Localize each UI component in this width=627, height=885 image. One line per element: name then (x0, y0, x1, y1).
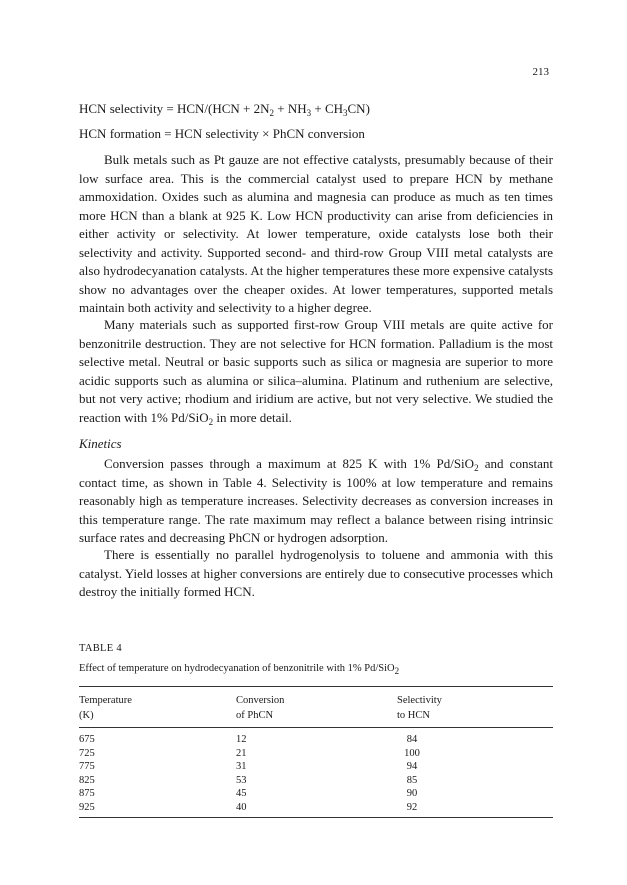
table-row (79, 734, 553, 748)
paragraph-text (79, 316, 553, 427)
table-body (79, 734, 553, 815)
table-row (79, 761, 553, 775)
formula-1-part: HCN selectivity = HCN/(HCN + 2N (79, 101, 270, 116)
hcn-formation-formula: HCN formation = HCN selectivity × PhCN conversion (79, 126, 365, 141)
cell-conversion: 40 (236, 801, 247, 813)
paragraph-text: There is essentially no parallel hydrogenolysis to toluene and ammonia with this catalyst. Yield losses at higher conversions are entirely due to consecutive processes which destroy the initially formed HCN. (79, 547, 553, 599)
table-bottom-rule (79, 817, 553, 818)
cell-selectivity: 94 (406, 761, 418, 772)
table-caption-subscript: 2 (394, 666, 400, 676)
header-line: Temperature (79, 695, 132, 706)
paragraph-2-text: Many materials such as supported first-row Group VIII metals are quite active for benzonitrile destruction. They are not selective for HCN formation. Palladium is the most selective metal. Neutral or basic supports such as silica or magnesia are superior to more acidic supports such as alumina or silica–alumina. Platinum and ruthenium are selective, but not very active; rhodium and iridium are active, but not very selective. We studied the reaction with 1% Pd/SiO (79, 317, 553, 425)
cell-conversion: 31 (236, 761, 247, 772)
table-header-conversion (236, 693, 284, 723)
paragraph-2-text-end: in more detail. (213, 409, 292, 425)
cell-temperature: 825 (79, 774, 95, 786)
cell-temperature: 775 (79, 761, 95, 772)
table-label: TABLE 4 (79, 643, 122, 654)
cell-selectivity: 100 (404, 747, 420, 759)
paragraph-3-text-end: and constant contact time, as shown in Table 4. Selectivity is 100% at low temperature and remains reasonably high as temperature increases. Selectivity decreases as conversion increases in this temperature range. The rate maximum may reflect a balance between rising intrinsic surface rates and decreasing PhCN or hydrogen adsorption. (79, 456, 553, 545)
cell-conversion: 21 (236, 747, 247, 759)
cell-conversion: 45 (236, 788, 247, 799)
cell-temperature: 725 (79, 747, 95, 759)
cell-selectivity: 90 (406, 788, 418, 799)
table-header-rule (79, 727, 553, 728)
cell-conversion: 12 (236, 734, 247, 745)
table-row (79, 788, 553, 802)
page-number: 213 (532, 66, 549, 78)
cell-selectivity: 92 (406, 801, 418, 813)
header-line: to HCN (397, 710, 430, 721)
header-line: (K) (79, 710, 94, 721)
paragraph-text (79, 455, 553, 548)
table-row (79, 748, 553, 762)
paragraph-3-text: Conversion passes through a maximum at 825 K with 1% Pd/SiO (104, 456, 475, 471)
paragraph-2-subscript: 2 (208, 416, 214, 427)
formula-1-subscript: 3 (343, 108, 348, 118)
cell-temperature: 875 (79, 788, 95, 799)
paragraph-text: Bulk metals such as Pt gauze are not effective catalysts, presumably because of their low surface area. This is the commercial catalyst used to prepare HCN by methane ammoxidation. Oxides such as alumina and magnesia can produce as much as ten times more HCN than a blank at 925 K. Low HCN productivity can arise from deficiencies in either activity or selectivity. At lower temperature, oxide catalysts lose both their selectivity and activity. Supported second- and third-row Group VIII metal catalysts are also hydrodecyanation catalysts. At the higher temperatures these more expensive catalysts show no advantages over the cheaper oxides. At lower temperatures, supported metals maintain both activity and selectivity to a higher degree. (79, 152, 553, 315)
formula-1-subscript: 2 (269, 108, 275, 118)
section-heading: Kinetics (79, 436, 122, 451)
body-paragraph-1 (79, 151, 553, 318)
hcn-selectivity-formula (79, 101, 370, 117)
table-caption (79, 663, 399, 674)
header-line: Selectivity (397, 695, 442, 706)
cell-selectivity: 84 (406, 734, 418, 745)
body-paragraph-3 (79, 455, 553, 548)
table-row (79, 802, 553, 816)
table-top-rule (79, 686, 553, 687)
cell-temperature: 675 (79, 734, 95, 745)
table-caption-text: Effect of temperature on hydrodecyanation of benzonitrile with 1% Pd/SiO (79, 663, 395, 674)
formula-1-part: + NH (274, 101, 307, 116)
body-paragraph-2 (79, 316, 553, 427)
formula-1-part: + CH (311, 101, 344, 116)
formula-1-part: CN) (347, 101, 370, 116)
cell-conversion: 53 (236, 774, 247, 786)
header-line: of PhCN (236, 710, 274, 721)
cell-temperature: 925 (79, 801, 95, 813)
table-row (79, 775, 553, 789)
table-header-selectivity (397, 693, 442, 723)
formula-1-subscript: 3 (306, 108, 312, 118)
header-line: Conversion (236, 695, 285, 706)
body-paragraph-4 (79, 546, 553, 602)
paragraph-3-subscript: 2 (474, 463, 479, 473)
cell-selectivity: 85 (406, 774, 418, 786)
table-header-temperature (79, 693, 132, 723)
